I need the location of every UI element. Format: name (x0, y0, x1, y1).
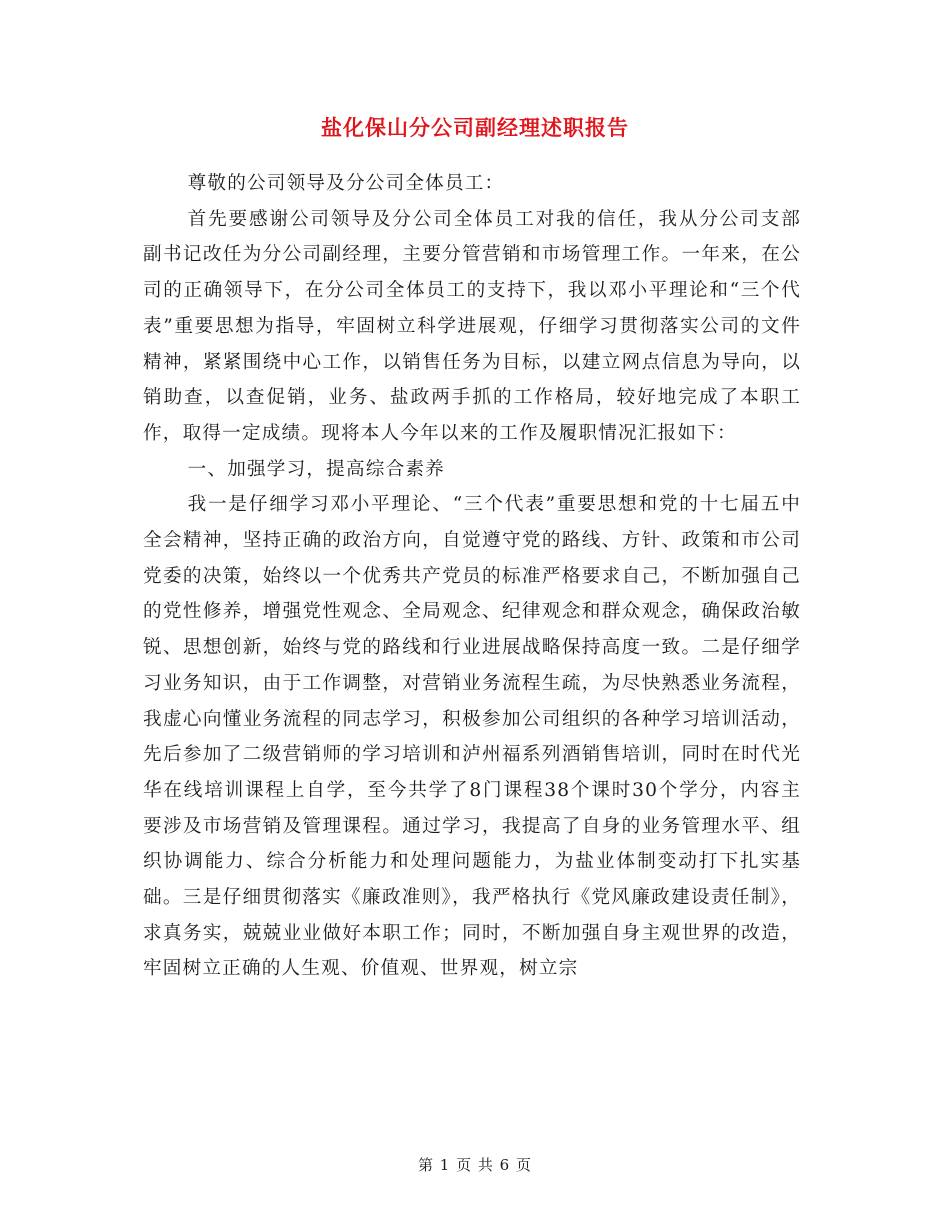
salutation-paragraph: 尊敬的公司领导及分公司全体员工： (187, 173, 505, 194)
intro-paragraph: 首先要感谢公司领导及分公司全体员工对我的信任，我从分公司支部副书记改任为分公司副经理，主要分管营销和市场管理工作。一年来，在公司的正确领导下，在分公司全体员工的支持下，我以邓小平理论和“三个代表”重要思想为指导，牢固树立科学进展观，仔细学习贯彻落实公司的文件精神，紧紧围绕中心工作，以销售任务为目标，以建立网点信息为导向，以销助查，以查促销，业务、盐政两手抓的工作格局，较好地完成了本职工作，取得一定成绩。现将本人今年以来的工作及履职情况汇报如下： (143, 208, 801, 444)
section-heading: 一、加强学习，提高综合素养 (187, 458, 445, 480)
document-title: 盐化保山分公司副经理述职报告 (321, 116, 629, 140)
body-paragraph: 我一是仔细学习邓小平理论、“三个代表”重要思想和党的十七届五中全会精神，坚持正确的政治方向，自觉遵守党的路线、方针、政策和市公司党委的决策，始终以一个优秀共产党员的标准严格要求自己，不断加强自己的党性修养，增强党性观念、全局观念、纪律观念和群众观念，确保政治敏锐、思想创新，始终与党的路线和行业进展战略保持高度一致。二是仔细学习业务知识，由于工作调整，对营销业务流程生疏，为尽快熟悉业务流程，我虚心向懂业务流程的同志学习，积极参加公司组织的各种学习培训活动，先后参加了二级营销师的学习培训和泸州福系列酒销售培训，同时在时代光华在线培训课程上自学，至今共学了8门课程38个课时30个学分，内容主要涉及市场营销及管理课程。通过学习，我提高了自身的业务管理水平、组织协调能力、综合分析能力和处理问题能力，为盐业体制变动打下扎实基础。三是仔细贯彻落实《廉政准则》，我严格执行《党风廉政建设责任制》，求真务实，兢兢业业做好本职工作；同时，不断加强自身主观世界的改造，牢固树立正确的人生观、价值观、世界观，树立宗 (143, 494, 801, 980)
document-body (143, 166, 801, 987)
page-footer: 第 1 页 共 6 页 (418, 1156, 532, 1174)
